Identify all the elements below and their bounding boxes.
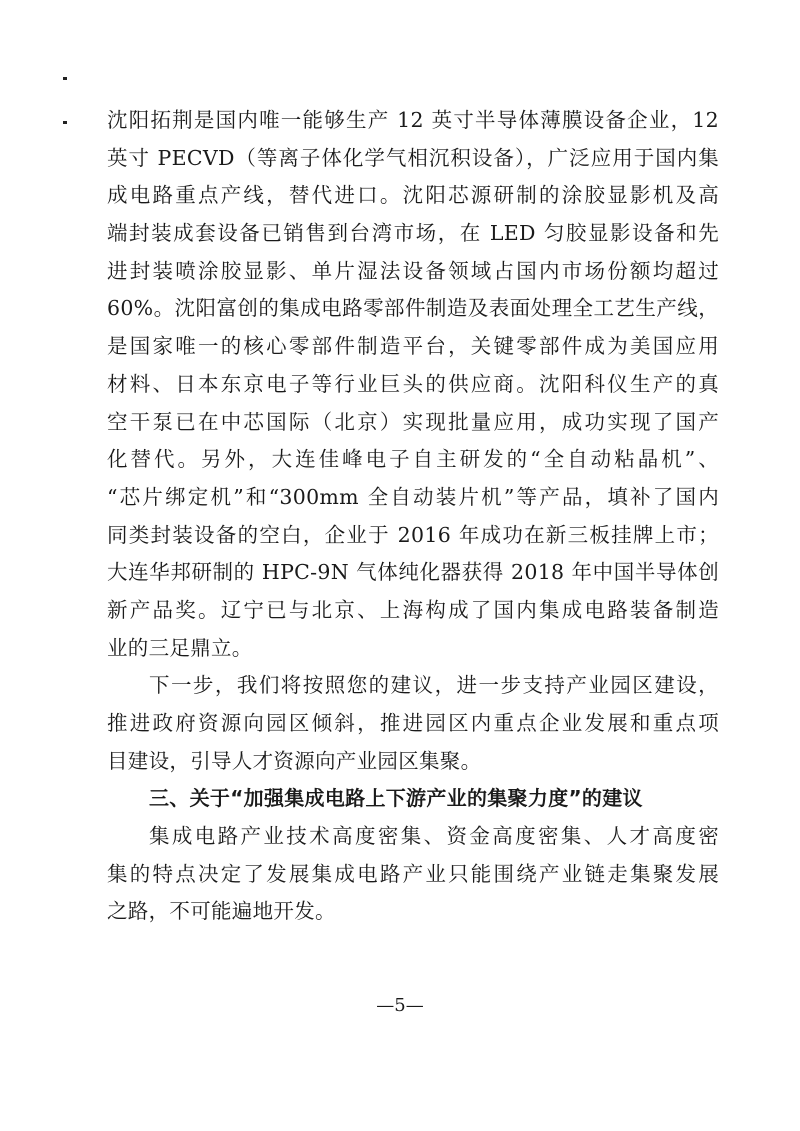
paragraph-line: 材料、日本东京电子等行业巨头的供应商。沈阳科仪生产的真 (107, 371, 719, 396)
paragraph-line: 推进政府资源向园区倾斜，推进园区内重点企业发展和重点项 (107, 711, 719, 735)
paragraph-line: 端封装成套设备已销售到台湾市场，在 LED 匀胶显影设备和先 (107, 221, 719, 246)
margin-mark (63, 77, 67, 80)
paragraph-line: 60%。沈阳富创的集成电路零部件制造及表面处理全工艺生产线， (107, 296, 719, 321)
paragraph-line: 成电路重点产线，替代进口。沈阳芯源研制的涂胶显影机及高 (107, 183, 719, 208)
paragraph-line: 业的三足鼎立。 (107, 635, 253, 660)
paragraph-line: 英寸 PECVD（等离子体化学气相沉积设备），广泛应用于国内集 (107, 145, 719, 170)
section-heading: 三、关于“加强集成电路上下游产业的集聚力度”的建议 (149, 786, 643, 811)
paragraph-line: 沈阳拓荆是国内唯一能够生产 12 英寸半导体薄膜设备企业，12 (107, 108, 719, 132)
margin-mark (63, 121, 67, 124)
paragraph-line: 进封装喷涂胶显影、单片湿法设备领域占国内市场份额均超过 (107, 258, 719, 283)
paragraph-line: 大连华邦研制的 HPC-9N 气体纯化器获得 2018 年中国半导体创 (107, 560, 719, 585)
paragraph-line: “芯片绑定机”和“300mm 全自动装片机”等产品，填补了国内 (107, 484, 719, 509)
paragraph-line: 目建设，引导人才资源向产业园区集聚。 (107, 748, 482, 773)
paragraph-line: 空干泵已在中芯国际（北京）实现批量应用，成功实现了国产 (107, 409, 719, 434)
paragraph-line: 化替代。另外，大连佳峰电子自主研发的“全自动粘晶机”、 (107, 447, 719, 472)
document-body (107, 102, 719, 931)
paragraph-line: 新产品奖。辽宁已与北京、上海构成了国内集成电路装备制造 (107, 597, 719, 622)
paragraph-line: 集成电路产业技术高度密集、资金高度密集、人才高度密 (149, 824, 719, 849)
page-number: —5— (376, 995, 424, 1016)
paragraph-line: 是国家唯一的核心零部件制造平台，关键零部件成为美国应用 (107, 334, 719, 359)
paragraph-line: 下一步，我们将按照您的建议，进一步支持产业园区建设， (149, 673, 719, 698)
paragraph-line: 之路，不可能遍地开发。 (107, 899, 336, 924)
paragraph-line: 同类封装设备的空白，企业于 2016 年成功在新三板挂牌上市； (107, 522, 719, 547)
paragraph-line: 集的特点决定了发展集成电路产业只能围绕产业链走集聚发展 (107, 861, 719, 886)
